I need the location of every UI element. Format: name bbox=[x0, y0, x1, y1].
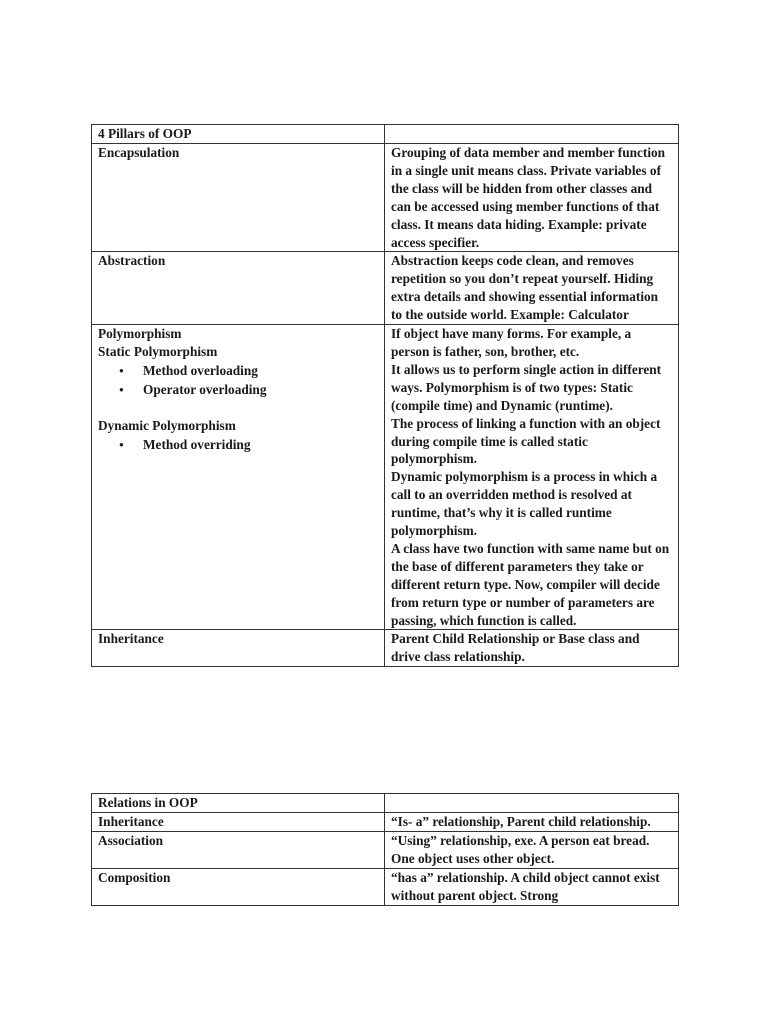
description-cell: Parent Child Relationship or Base class and drive class relationship. bbox=[385, 630, 679, 667]
pillars-table bbox=[91, 124, 679, 667]
table-row bbox=[92, 813, 679, 832]
description-cell: “Is- a” relationship, Parent child relationship. bbox=[385, 813, 679, 832]
description-paragraph: The process of linking a function with an object during compile time is called static polymorphism. bbox=[391, 415, 661, 467]
term-cell: Encapsulation bbox=[92, 144, 385, 252]
table-title: 4 Pillars of OOP bbox=[92, 125, 385, 144]
table-header-row bbox=[92, 125, 679, 144]
term-cell: Inheritance bbox=[92, 813, 385, 832]
dynamic-polymorphism-list bbox=[98, 436, 378, 454]
table-row bbox=[92, 325, 679, 630]
empty-header-cell bbox=[385, 794, 679, 813]
empty-header-cell bbox=[385, 125, 679, 144]
table-row bbox=[92, 630, 679, 667]
static-polymorphism-heading: Static Polymorphism bbox=[98, 343, 218, 359]
table-row bbox=[92, 868, 679, 905]
description-cell: Abstraction keeps code clean, and removes repetition so you don’t repeat yourself. Hiding extra details and showing essential information to the outside world. Example: Calculator bbox=[385, 252, 679, 325]
term-cell: Association bbox=[92, 831, 385, 868]
table-title: Relations in OOP bbox=[92, 794, 385, 813]
table-row bbox=[92, 252, 679, 325]
description-paragraph: Dynamic polymorphism is a process in which a call to an overridden method is resolved at runtime, that’s why it is called runtime polymorphism. bbox=[391, 469, 658, 539]
dynamic-polymorphism-heading: Dynamic Polymorphism bbox=[98, 417, 236, 433]
list-item: ● Operator overloading bbox=[98, 381, 378, 399]
table-header-row bbox=[92, 794, 679, 813]
relations-table bbox=[91, 793, 679, 906]
table-row bbox=[92, 831, 679, 868]
term-cell bbox=[92, 325, 385, 630]
table-row bbox=[92, 144, 679, 252]
term-cell: Abstraction bbox=[92, 252, 385, 325]
description-paragraph: It allows us to perform single action in different ways. Polymorphism is of two types: Static (compile time) and Dynamic (runtime). bbox=[391, 361, 662, 413]
description-cell: Grouping of data member and member function in a single unit means class. Private variables of the class will be hidden from other classes and can be accessed using member functions of that class. It means data hiding. Example: private access specifier. bbox=[385, 144, 679, 252]
description-cell bbox=[385, 325, 679, 630]
term-cell: Composition bbox=[92, 868, 385, 905]
list-item: ● Method overloading bbox=[98, 362, 378, 380]
description-cell: “has a” relationship. A child object cannot exist without parent object. Strong bbox=[385, 868, 679, 905]
term-cell: Inheritance bbox=[92, 630, 385, 667]
polymorphism-term: Polymorphism bbox=[98, 326, 182, 342]
list-item: ● Method overriding bbox=[98, 436, 378, 454]
static-polymorphism-list bbox=[98, 362, 378, 399]
description-cell: “Using” relationship, exe. A person eat bread. One object uses other object. bbox=[385, 831, 679, 868]
description-paragraph: If object have many forms. For example, a person is father, son, brother, etc. bbox=[391, 326, 632, 359]
description-paragraph: A class have two function with same name but on the base of different parameters they take or different return type. Now, compiler will decide from return type or number of parameters are passing, which function is called. bbox=[391, 540, 670, 628]
